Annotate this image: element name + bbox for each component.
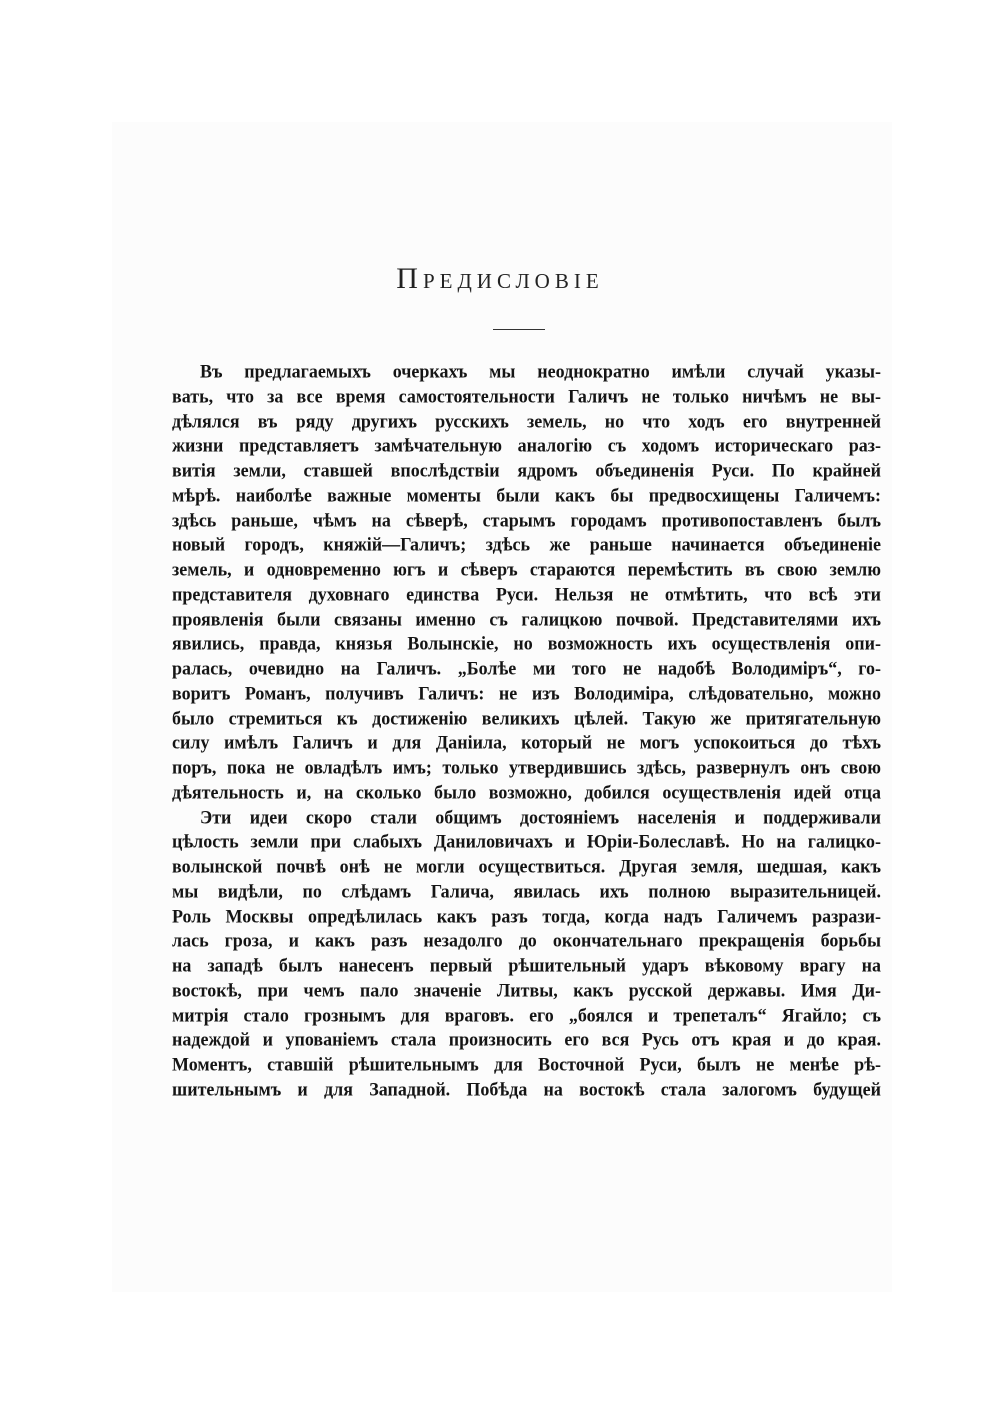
text-line: лась гроза, и какъ разъ незадолго до окончательнаго прекращенія борьбы: [172, 929, 881, 951]
text-line: дѣлялся въ ряду другихъ русскихъ земель, но что ходъ его внутренней: [172, 409, 881, 431]
text-line: Моментъ, ставшій рѣшительнымъ для Восточной Руси, былъ не менѣе рѣ-: [172, 1053, 881, 1075]
text-line: земель, и одновременно югъ и сѣверъ стараются перемѣстить въ свою землю: [172, 558, 881, 580]
page-title: Предисловіе: [396, 262, 604, 295]
text-line: жизни представляетъ замѣчательную аналогію съ ходомъ историческаго раз-: [172, 434, 881, 456]
text-line: Въ предлагаемыхъ очеркахъ мы неоднократно имѣли случай указы-: [200, 360, 881, 382]
text-line: Эти идеи скоро стали общимъ достояніемъ населенія и поддерживали: [200, 805, 881, 827]
text-line: силу имѣлъ Галичъ и для Даніила, который не могъ успокоиться до тѣхъ: [172, 731, 881, 753]
text-line: митрія стало грознымъ для враговъ. его „боялся и трепеталъ“ Ягайло; съ: [172, 1003, 881, 1025]
text-line: востокѣ, при чемъ пало значеніе Литвы, какъ русской державы. Имя Ди-: [172, 979, 881, 1001]
title-divider: [493, 329, 545, 330]
text-line: волынской почвѣ онѣ не могли осуществиться. Другая земля, шедшая, какъ: [172, 855, 881, 877]
text-line: представителя духовнаго единства Руси. Нельзя не отмѣтить, что всѣ эти: [172, 583, 881, 605]
text-line: было стремиться къ достиженію великихъ цѣлей. Такую же притягательную: [172, 706, 881, 728]
body-text: [172, 359, 881, 1102]
text-line: новый городъ, княжій—Галичъ; здѣсь же раньше начинается объединеніе: [172, 533, 881, 555]
text-line: надеждой и упованіемъ стала произносить его вся Русь отъ края и до края.: [172, 1028, 881, 1050]
text-line: Роль Москвы опредѣлилась какъ разъ тогда, когда надъ Галичемъ разрази-: [172, 904, 881, 926]
text-line: витія земли, ставшей впослѣдствіи ядромъ объединенія Руси. По крайней: [172, 459, 881, 481]
text-line: проявленія были связаны именно съ галицкою почвой. Представителями ихъ: [172, 607, 881, 629]
text-line: ралась, очевидно на Галичъ. „Болѣе ми того не надобѣ Володиміръ“, го-: [172, 657, 881, 679]
text-line: мѣрѣ. наиболѣе важные моменты были какъ бы предвосхищены Галичемъ:: [172, 484, 881, 506]
text-line: воритъ Романъ, получивъ Галичъ: не изъ Володиміра, слѣдовательно, можно: [172, 682, 881, 704]
text-line: мы видѣли, по слѣдамъ Галича, явилась ихъ полною выразительницей.: [172, 880, 881, 902]
text-line: на западѣ былъ нанесенъ первый рѣшительный ударъ вѣковому врагу на: [172, 954, 881, 976]
text-line: шительнымъ и для Западной. Побѣда на востокѣ стала залогомъ будущей: [172, 1078, 881, 1100]
text-line: поръ, пока не овладѣлъ имъ; только утвердившись здѣсь, развернулъ онъ свою: [172, 756, 881, 778]
text-line: здѣсь раньше, чѣмъ на сѣверѣ, старымъ городамъ противопоставленъ былъ: [172, 508, 881, 530]
text-line: цѣлость земли при слабыхъ Даниловичахъ и Юріи-Болеславѣ. Но на галицко-: [172, 830, 881, 852]
text-line: вать, что за все время самостоятельности Галичъ не только ничѣмъ не вы-: [172, 385, 881, 407]
text-line: дѣятельность и, на сколько было возможно, добился осуществленія идей отца: [172, 781, 881, 803]
text-line: явились, правда, князья Волынскіе, но возможность ихъ осуществленія опи-: [172, 632, 881, 654]
